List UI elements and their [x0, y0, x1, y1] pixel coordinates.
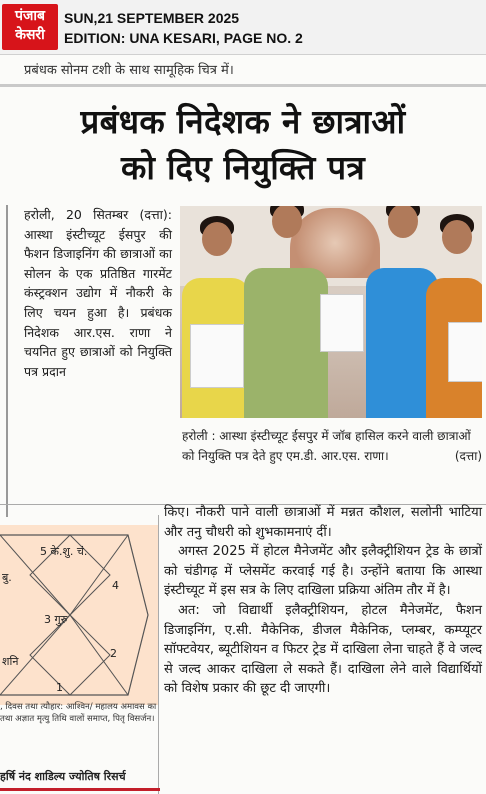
chart-label-1: 1: [56, 681, 63, 694]
chart-label-3: 3 गुरु: [44, 613, 68, 626]
astro-accent-bar: [0, 788, 160, 791]
edition-date: SUN,21 SEPTEMBER 2025: [64, 10, 240, 26]
appointment-letter-3: [448, 322, 482, 382]
edition-meta: [64, 8, 303, 48]
horoscope-chart: [0, 525, 158, 705]
article-left-column: हरोली, 20 सितम्बर (दत्ता): आस्था इंस्टीच्यूट ईसपुर की फैशन डिजाइनिंग की छात्राओं का सोलन के एक प्रतिष्ठित गारमेंट कंस्ट्रक्शन उद्योग में नौकरी के लिए चयन हुआ है। प्रबंधक निदेशक आर.एस. राणा ने चयनित हुए छात्राओं को नियुक्ति पत्र प्रदान: [24, 207, 172, 379]
paragraph-2: अगस्त 2025 में होटल मैनेजमेंट और इलैक्ट्रीशियन ट्रेड के छात्रों को चंडीगढ़ में प्लेसमेंट करवाई गई है। उन्होंने बताया कि आस्था इंस्टीच्यूट में इस सत्र के लिए दाखिला प्रक्रिया अंतिम तौर में है।: [164, 544, 482, 599]
photo-caption: [182, 426, 482, 466]
newspaper-logo: [2, 4, 58, 50]
astro-research-title: हर्षि नंद शाडिल्य ज्योतिष रिसर्च: [0, 770, 126, 783]
chart-label-2: 2: [110, 647, 117, 660]
article-photo: [180, 206, 482, 418]
headline-line-2: को दिए नियुक्ति पत्र: [121, 148, 365, 187]
chart-label-5: 5 के.शु. चं.: [40, 545, 88, 558]
photo-credit: (दत्ता): [454, 449, 482, 463]
masthead-bar: [0, 0, 486, 55]
logo-bottom-text: केसरी: [15, 27, 45, 43]
chart-label-bu: बु.: [2, 571, 12, 584]
chart-label-shani: शनि: [2, 655, 19, 668]
headline-line-1: प्रबंधक निदेशक ने छात्राओं: [80, 102, 406, 141]
divider-rule: [0, 84, 486, 87]
article-right-column: [164, 503, 482, 699]
logo-top-text: पंजाब: [15, 8, 45, 24]
newspaper-clipping: [0, 55, 486, 794]
photo-caption-text: हरोली : आस्था इंस्टीच्यूट ईसपुर में जॉब हासिल करने वाली छात्राओं को नियुक्ति पत्र देते हुए एम.डी. आर.एस. राणा।: [182, 429, 471, 463]
paragraph-1: किए। नौकरी पाने वाली छात्राओं में मन्नत कौशल, सलोनी भाटिया और तनु चौधरी को शुभकामनाएं दीं।: [164, 505, 482, 540]
paragraph-3: अत: जो विद्यार्थी इलैक्ट्रीशियन, होटल मैनेजमेंट, फैशन डिजाइनिंग, ए.सी. मैकेनिक, डीजल मैकेनिक, प्लम्बर, कम्प्यूटर सॉफ्टवेयर, ब्यूटीशियन व फिटर ट्रेड में दाखिला लेना चाहते हैं वे जल्द से जल्द आकर दाखिला ले सकते हैं। दाखिला लेने वाले विद्यार्थियों को विशेष प्रकार की छूट दी जाएगी।: [164, 602, 482, 697]
article-headline: [0, 99, 486, 191]
appointment-letter-1: [190, 324, 244, 388]
column-rule-astro: [158, 515, 159, 794]
astro-festival-text: , दिवस तथा त्यौहार: आश्विन/ महालय अमावस का तथा अज्ञात मृत्यु तिथि वालों समाप्त, पितृ विसर्जन।: [0, 702, 157, 724]
column-rule: [6, 205, 8, 517]
chart-label-4: 4: [112, 579, 119, 592]
edition-info: EDITION: UNA KESARI, PAGE NO. 2: [64, 30, 303, 46]
previous-photo-caption: प्रबंधक सोनम टशी के साथ सामूहिक चित्र में।: [24, 63, 234, 78]
appointment-letter-2: [320, 294, 364, 352]
person-2: [244, 268, 328, 418]
